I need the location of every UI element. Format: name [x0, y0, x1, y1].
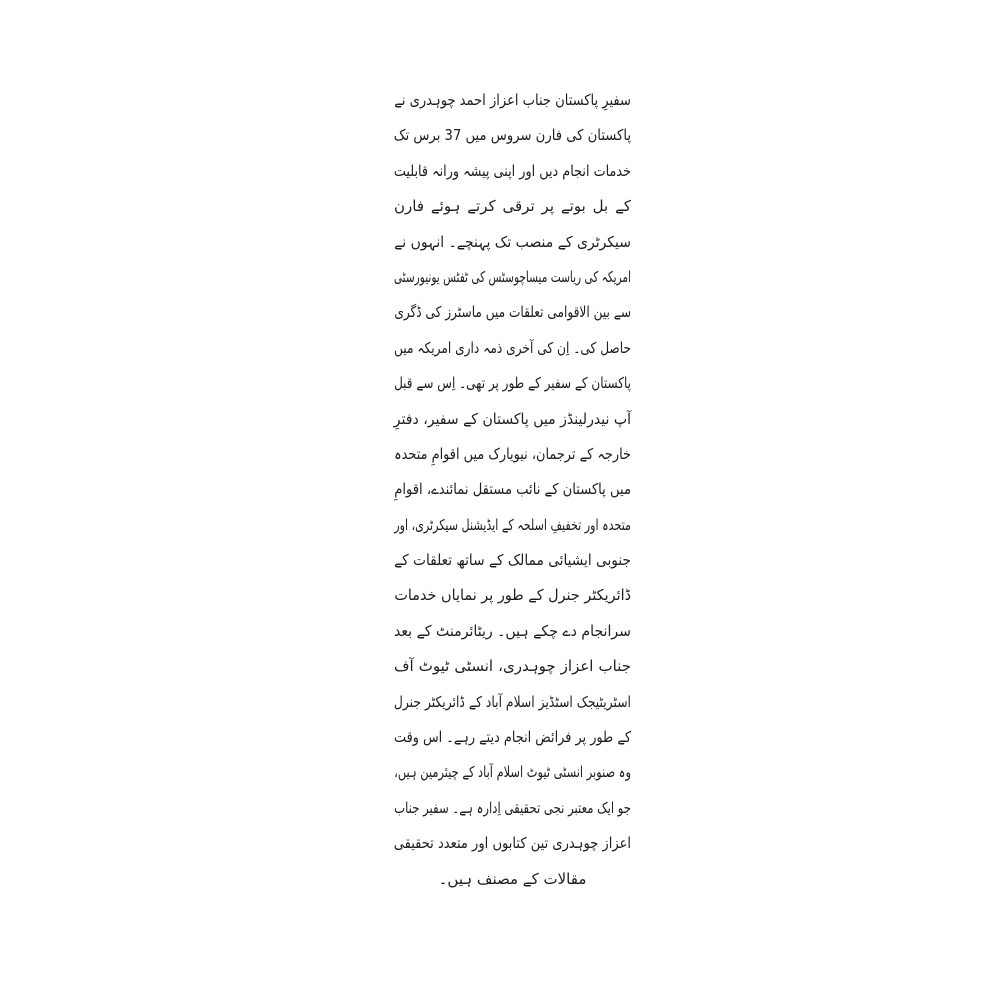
text-line-15: ڈائریکٹر جنرل کے طور پر نمایاں خدمات	[394, 586, 631, 605]
text-line-19: کے طور پر فرائض انجام دیتے رہے۔ اس وقت	[393, 728, 631, 747]
text-line-12: میں پاکستان کے نائب مستقل نمائندے، اقوامِ	[394, 480, 631, 499]
text-line-17: جناب اعزاز چوہدری، انسٹی ٹیوٹ آف	[394, 657, 631, 676]
text-line-8: حاصل کی۔ اِن کی آخری ذمہ داری امریکہ میں	[394, 338, 631, 357]
text-line-10: آپ نیدرلینڈز میں پاکستان کے سفیر، دفترِ	[393, 409, 631, 428]
text-line-5: سیکرٹری کے منصب تک پہنچے۔ انہوں نے	[394, 232, 631, 251]
text-line-16: سرانجام دے چکے ہیں۔ ریٹائرمنٹ کے بعد	[393, 621, 631, 640]
text-line-3: خدمات انجام دیں اور اپنی پیشہ ورانہ قابلیت	[393, 161, 631, 180]
text-line-2: پاکستان کی فارن سروس میں 37 برس تک	[393, 126, 631, 145]
text-line-22: اعزاز چوہدری تین کتابوں اور متعدد تحقیقی	[393, 834, 631, 853]
text-line-21: جو ایک معتبر نجی تحقیقی اِدارہ ہے۔ سفیر جناب	[394, 798, 631, 817]
text-line-14: جنوبی ایشیائی ممالک کے ساتھ تعلقات کے	[394, 551, 631, 570]
text-line-18: اسٹریٹیجک اسٹڈیز اسلام آباد کے ڈائریکٹر جنرل	[393, 692, 631, 711]
text-line-4: کے بل بوتے پر ترقی کرتے ہوئے فارن	[394, 197, 631, 216]
text-line-6: امریکہ کی ریاست میساچوسٹس کی ٹفٹس یونیورسٹی	[393, 267, 631, 286]
text-line-1: سفیرِ پاکستان جناب اعزاز احمد چوہدری نے	[394, 91, 631, 109]
text-line-9: پاکستان کے سفیر کے طور پر تھی۔ اِس سے قبل	[394, 374, 631, 393]
text-line-11: خارجہ کے ترجمان، نیویارک میں اقوامِ متحدہ	[394, 444, 631, 463]
urdu-article-text-block	[394, 83, 631, 897]
text-line-7: سے بین الاقوامی تعلقات میں ماسٹرز کی ڈگری	[394, 303, 631, 322]
text-line-23: مقالات کے مصنف ہیں۔	[438, 869, 587, 888]
text-line-20: وہ صنوبر انسٹی ٹیوٹ اسلام آباد کے چیئرمین ہیں،	[394, 763, 631, 782]
text-line-13: متحدہ اور تخفیفِ اسلحہ کے ایڈیشنل سیکرٹری، اور	[394, 515, 631, 534]
